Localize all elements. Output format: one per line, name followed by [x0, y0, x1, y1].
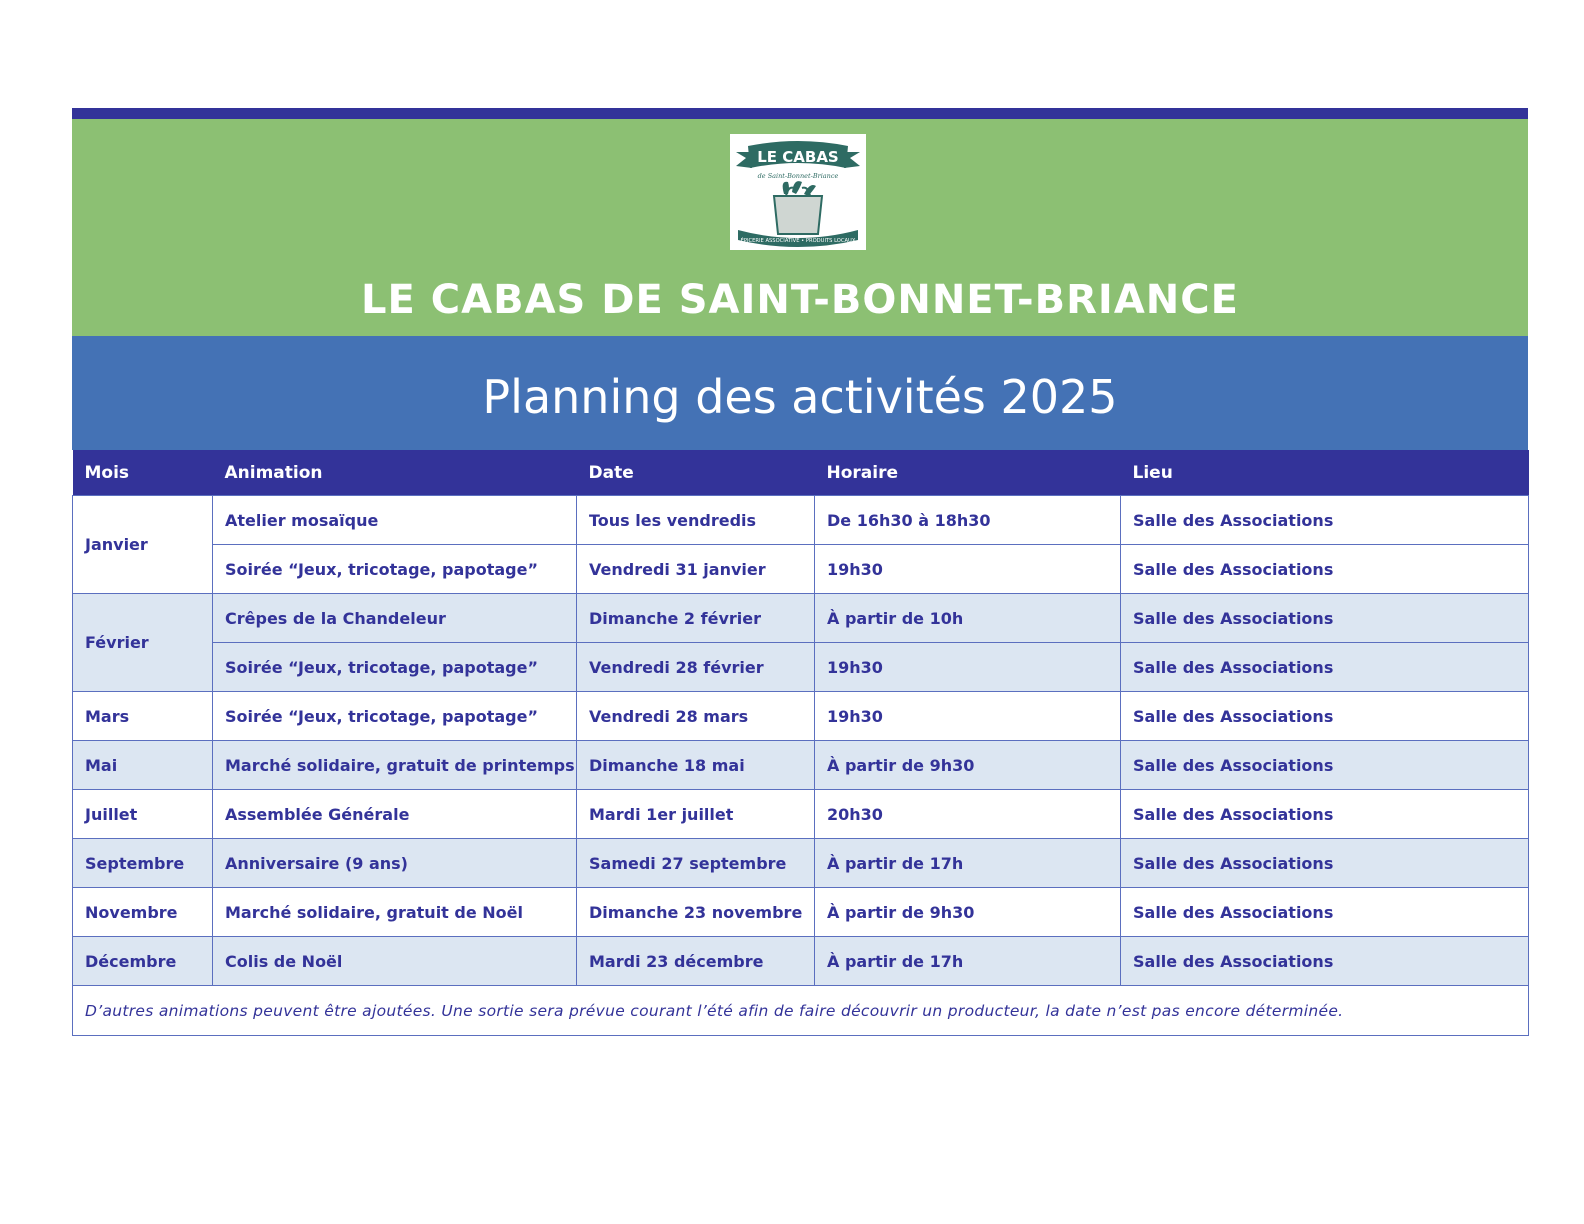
date-cell: Mardi 23 décembre: [577, 937, 815, 986]
activities-table: [72, 450, 1529, 1036]
animation-cell: Atelier mosaïque: [213, 496, 577, 545]
table-row: [73, 594, 1529, 643]
top-rule: [72, 108, 1528, 119]
column-header-mois: Mois: [73, 450, 213, 496]
table-row: [73, 496, 1529, 545]
column-header-lieu: Lieu: [1121, 450, 1529, 496]
shopping-bag-icon: [730, 134, 866, 250]
animation-cell: Marché solidaire, gratuit de Noël: [213, 888, 577, 937]
date-cell: Dimanche 18 mai: [577, 741, 815, 790]
time-cell: 19h30: [815, 643, 1121, 692]
animation-cell: Soirée “Jeux, tricotage, papotage”: [213, 643, 577, 692]
logo-tagline: ÉPICERIE ASSOCIATIVE • PRODUITS LOCAUX: [740, 238, 856, 244]
time-cell: 19h30: [815, 692, 1121, 741]
animation-cell: Soirée “Jeux, tricotage, papotage”: [213, 692, 577, 741]
table-row: [73, 643, 1529, 692]
table-row: [73, 790, 1529, 839]
time-cell: À partir de 10h: [815, 594, 1121, 643]
table-row: [73, 545, 1529, 594]
date-cell: Dimanche 23 novembre: [577, 888, 815, 937]
time-cell: 19h30: [815, 545, 1121, 594]
table-row: [73, 937, 1529, 986]
cabas-logo: [730, 134, 866, 250]
planning-sheet: [72, 108, 1528, 1036]
date-cell: Vendredi 28 mars: [577, 692, 815, 741]
date-cell: Vendredi 31 janvier: [577, 545, 815, 594]
header-band: [72, 119, 1528, 336]
column-header-date: Date: [577, 450, 815, 496]
month-cell: Décembre: [73, 937, 213, 986]
animation-cell: Marché solidaire, gratuit de printemps: [213, 741, 577, 790]
time-cell: 20h30: [815, 790, 1121, 839]
date-cell: Dimanche 2 février: [577, 594, 815, 643]
time-cell: À partir de 17h: [815, 937, 1121, 986]
month-cell: Septembre: [73, 839, 213, 888]
place-cell: Salle des Associations: [1121, 741, 1529, 790]
logo-subtitle: de Saint-Bonnet-Briance: [757, 172, 839, 180]
animation-cell: Anniversaire (9 ans): [213, 839, 577, 888]
org-title: LE CABAS DE SAINT-BONNET-BRIANCE: [361, 277, 1239, 323]
note-row: [73, 986, 1529, 1036]
date-cell: Tous les vendredis: [577, 496, 815, 545]
animation-cell: Colis de Noël: [213, 937, 577, 986]
animation-cell: Assemblée Générale: [213, 790, 577, 839]
time-cell: À partir de 17h: [815, 839, 1121, 888]
month-cell: Mars: [73, 692, 213, 741]
table-row: [73, 839, 1529, 888]
table-row: [73, 741, 1529, 790]
date-cell: Vendredi 28 février: [577, 643, 815, 692]
month-cell: Novembre: [73, 888, 213, 937]
place-cell: Salle des Associations: [1121, 937, 1529, 986]
date-cell: Samedi 27 septembre: [577, 839, 815, 888]
column-header-horaire: Horaire: [815, 450, 1121, 496]
animation-cell: Crêpes de la Chandeleur: [213, 594, 577, 643]
month-cell: Mai: [73, 741, 213, 790]
subtitle-band: [72, 336, 1528, 450]
place-cell: Salle des Associations: [1121, 692, 1529, 741]
footnote: D’autres animations peuvent être ajoutées. Une sortie sera prévue courant l’été afin de faire découvrir un producteur, la date n’est pas encore déterminée.: [73, 986, 1529, 1036]
page-title: Planning des activités 2025: [482, 370, 1118, 424]
place-cell: Salle des Associations: [1121, 839, 1529, 888]
place-cell: Salle des Associations: [1121, 594, 1529, 643]
month-cell: Février: [73, 594, 213, 692]
place-cell: Salle des Associations: [1121, 643, 1529, 692]
time-cell: À partir de 9h30: [815, 888, 1121, 937]
month-cell: Juillet: [73, 790, 213, 839]
time-cell: De 16h30 à 18h30: [815, 496, 1121, 545]
place-cell: Salle des Associations: [1121, 790, 1529, 839]
animation-cell: Soirée “Jeux, tricotage, papotage”: [213, 545, 577, 594]
table-row: [73, 888, 1529, 937]
place-cell: Salle des Associations: [1121, 496, 1529, 545]
table-header-row: [73, 450, 1529, 496]
table-row: [73, 692, 1529, 741]
place-cell: Salle des Associations: [1121, 888, 1529, 937]
month-cell: Janvier: [73, 496, 213, 594]
place-cell: Salle des Associations: [1121, 545, 1529, 594]
date-cell: Mardi 1er juillet: [577, 790, 815, 839]
time-cell: À partir de 9h30: [815, 741, 1121, 790]
column-header-animation: Animation: [213, 450, 577, 496]
logo-title: LE CABAS: [757, 148, 839, 166]
